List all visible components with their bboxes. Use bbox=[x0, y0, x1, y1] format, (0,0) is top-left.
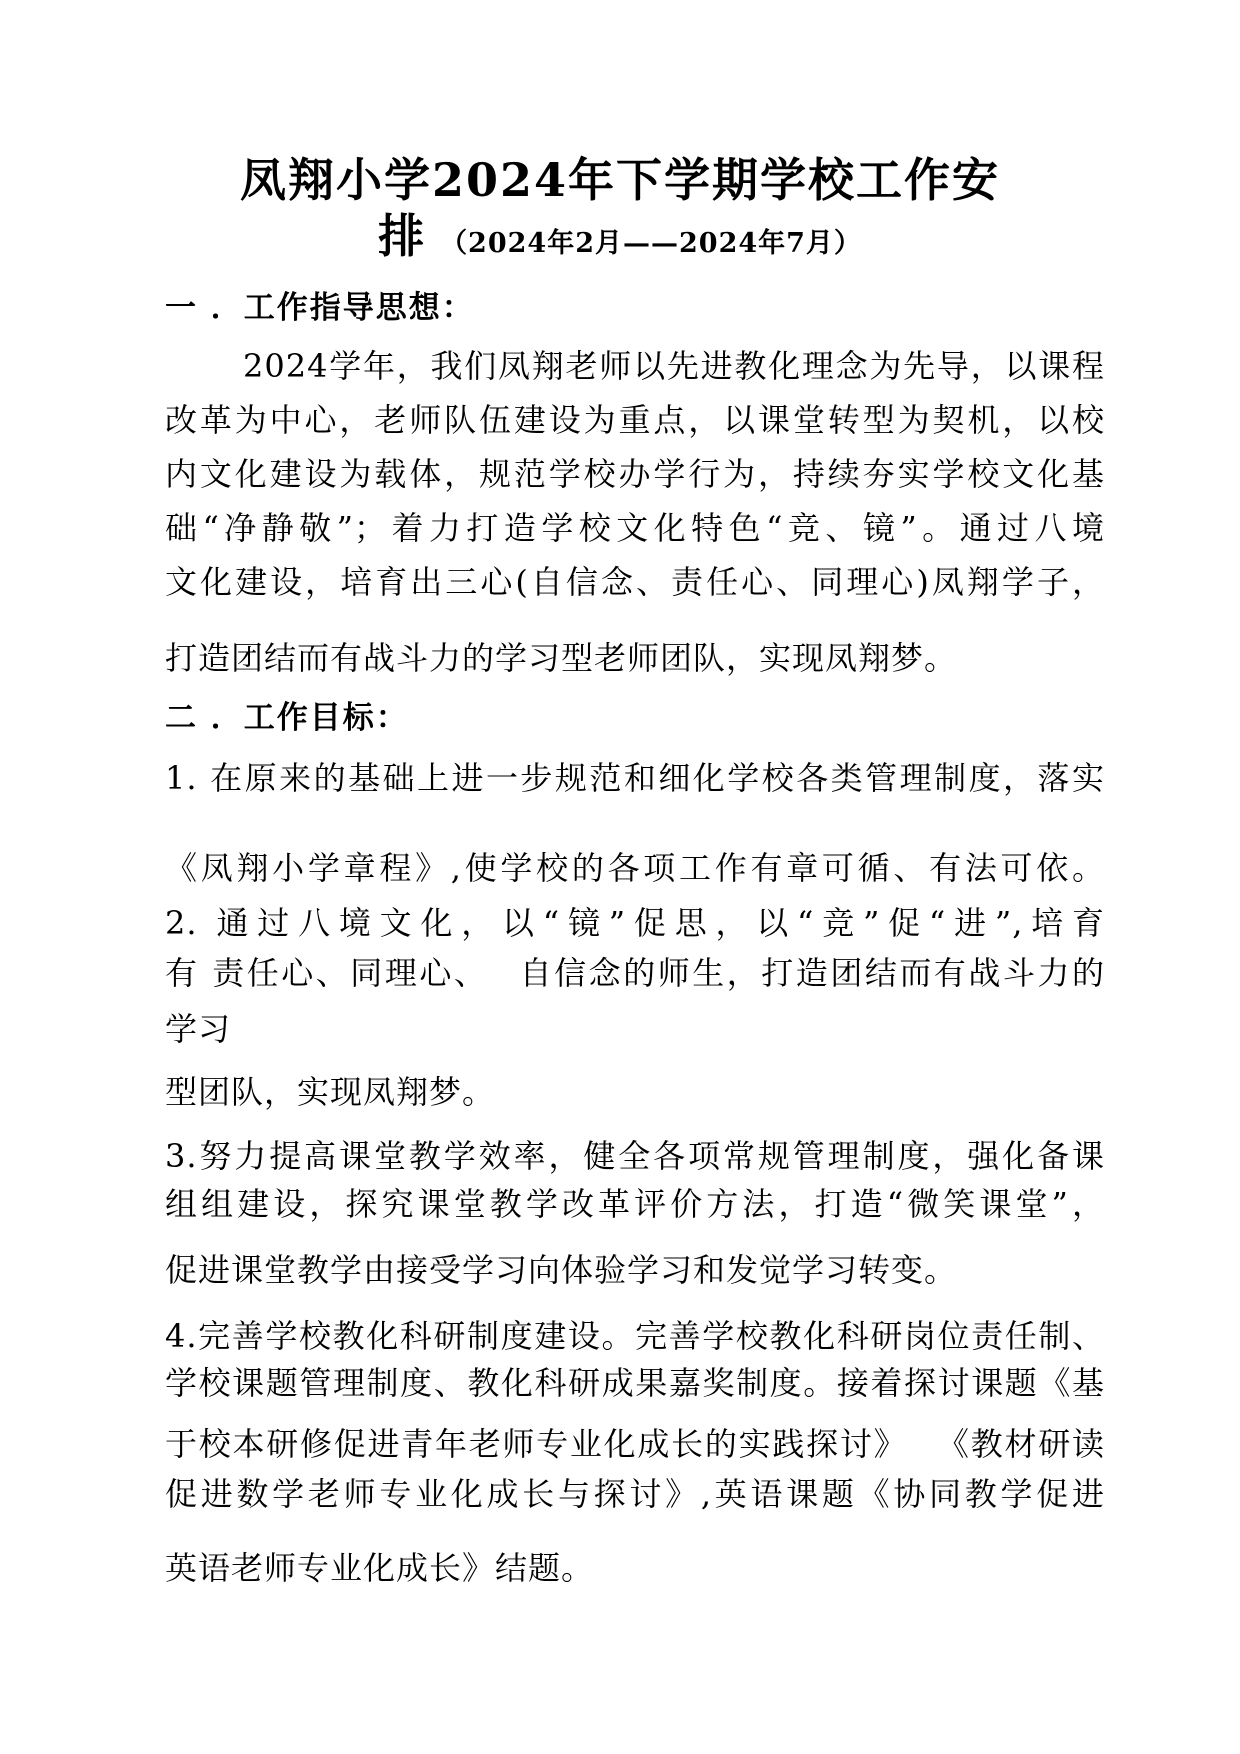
section-1-line: 础“净静敬”；着力打造学校文化特色“竞、镜”。通过八境 bbox=[165, 509, 1105, 547]
document-title-line-1: 凤翔小学2024年下学期学校工作安 bbox=[239, 153, 1001, 207]
section-1-heading: 一 ．工作指导思想： bbox=[165, 290, 475, 326]
section-2-line: 型团队，实现凤翔梦。 bbox=[165, 1073, 496, 1111]
section-2-line: 学习 bbox=[165, 1010, 232, 1048]
section-2-line: 组组建设，探究课堂教学改革评价方法，打造“微笑课堂”， bbox=[165, 1185, 1105, 1223]
document-title-date-range: （2024年2月——2024年7月） bbox=[440, 228, 862, 259]
section-2-line: 4.完善学校教化科研制度建设。完善学校教化科研岗位责任制、 bbox=[165, 1317, 1105, 1355]
section-1-line: 打造团结而有战斗力的学习型老师团队，实现凤翔梦。 bbox=[165, 639, 958, 677]
section-2-line: 促进数学老师专业化成长与探讨》,英语课题《协同教学促进 bbox=[165, 1475, 1105, 1513]
section-1-line: 2024学年，我们凤翔老师以先进教化理念为先导，以课程 bbox=[243, 347, 1105, 385]
section-1-line: 改革为中心，老师队伍建设为重点，以课堂转型为契机，以校 bbox=[165, 401, 1105, 439]
section-2-line: 学校课题管理制度、教化科研成果嘉奖制度。接着探讨课题《基 bbox=[165, 1364, 1105, 1402]
document-title-line-2 bbox=[0, 210, 1240, 262]
section-2-line: 于校本研修促进青年老师专业化成长的实践探讨》 《教材研读 bbox=[165, 1425, 1105, 1463]
document-title-line-2-main: 排 bbox=[378, 209, 425, 263]
section-2-line: 3.努力提高课堂教学效率，健全各项常规管理制度，强化备课 bbox=[165, 1137, 1105, 1175]
section-2-line: 《凤翔小学章程》,使学校的各项工作有章可循、有法可依。 bbox=[165, 849, 1105, 887]
section-2-line: 有 责任心、同理心、 自信念的师生，打造团结而有战斗力的 bbox=[165, 954, 1105, 992]
section-1-line: 文化建设，培育出三心(自信念、责任心、同理心)凤翔学子， bbox=[165, 563, 1105, 601]
section-2-line: 英语老师专业化成长》结题。 bbox=[165, 1549, 595, 1587]
section-1-line: 内文化建设为载体，规范学校办学行为，持续夯实学校文化基 bbox=[165, 455, 1105, 493]
section-2-heading: 二 ．工作目标： bbox=[165, 700, 409, 736]
section-2-line: 促进课堂教学由接受学习向体验学习和发觉学习转变。 bbox=[165, 1251, 958, 1289]
section-2-line: 2. 通过八境文化，以“镜”促思，以“竞”促“进”,培育 bbox=[165, 904, 1105, 942]
section-2-line: 1. 在原来的基础上进一步规范和细化学校各类管理制度，落实 bbox=[165, 759, 1105, 797]
